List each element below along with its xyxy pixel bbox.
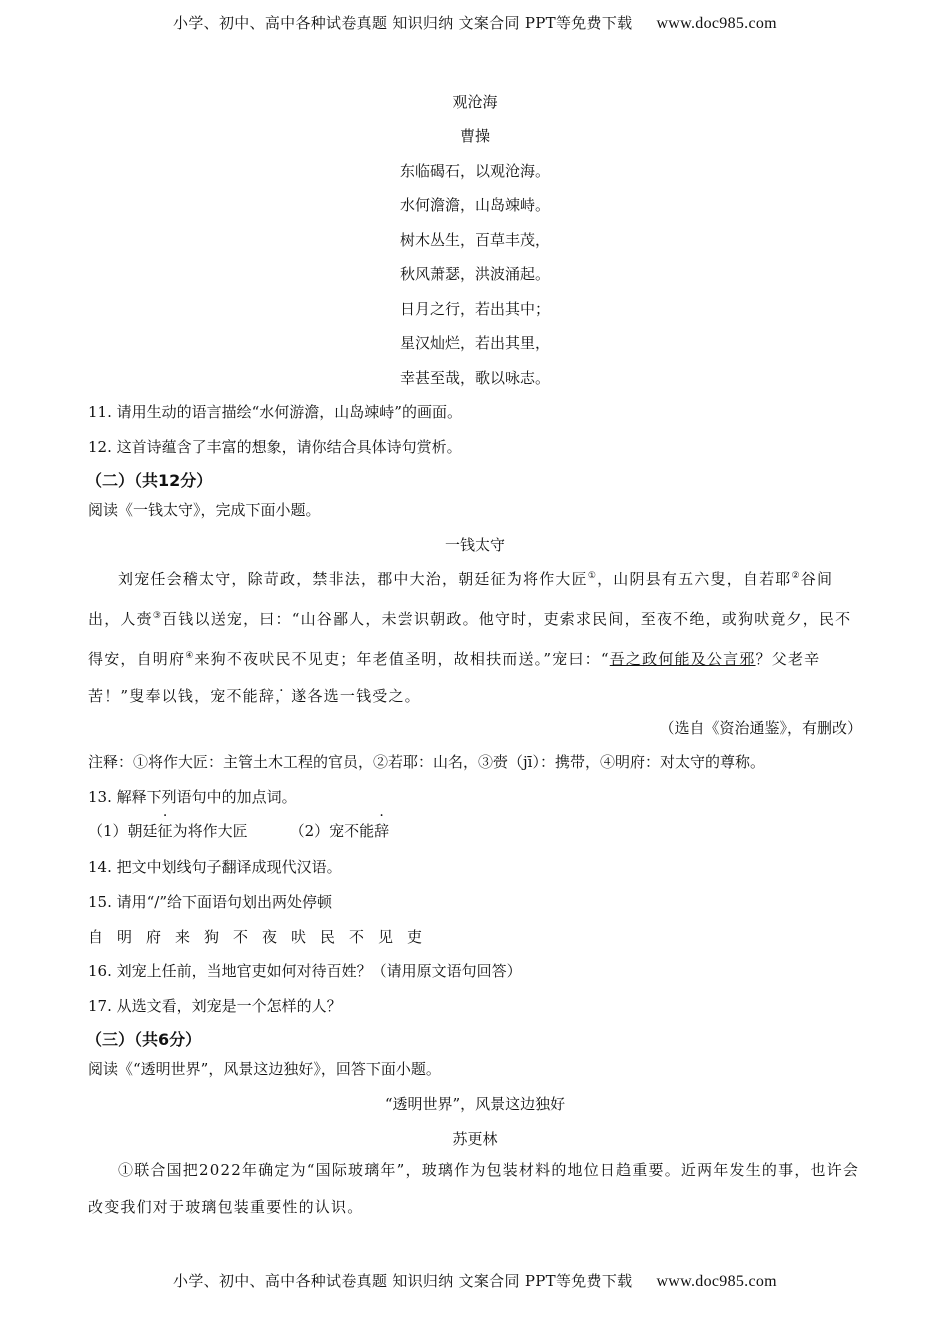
article-paragraph: ①联合国把2022年确定为“国际玻璃年”，玻璃作为包装材料的地位日趋重要。近两年发生的事，也许会改变我们对于玻璃包装重要性的认识。 [88, 1161, 860, 1216]
question-13: 13. 解释下列语句中的加点词。 [88, 788, 297, 806]
section-2-intro: 阅读《一钱太守》，完成下面小题。 [88, 501, 321, 519]
poem-line: 秋风萧瑟，洪波涌起。 [399, 265, 550, 283]
poem-line: 星汉灿烂，若出其里， [399, 334, 550, 352]
poem-line: 日月之行，若出其中； [399, 300, 550, 318]
note-ref: ① [587, 571, 598, 581]
q13-item-text: （2）宠不能 [289, 822, 375, 840]
footer-text: 小学、初中、高中各种试卷真题 知识归纳 文案合同 PPT等免费下载 [173, 1272, 633, 1290]
poem-line: 树木丛生，百草丰茂， [399, 231, 550, 249]
poem-title: 观沧海 [452, 93, 498, 111]
dotted-word: 辞 [258, 687, 276, 705]
article-author: 苏更林 [452, 1130, 498, 1148]
dotted-word: 征 [157, 822, 173, 840]
underlined-sentence: 吾之政何能及公言邪 [609, 650, 756, 668]
passage-text: 谷间出，人赍 [88, 570, 834, 628]
dotted-word: 征 [490, 570, 507, 588]
passage-text: 来狗不夜吠民不见吏；年老值圣明，故相扶而送。”宠曰：“ [194, 650, 610, 668]
q13-item-text: （1）朝廷 [88, 822, 158, 840]
passage-text: ，遂各选一钱受之。 [275, 687, 421, 705]
question-13-items [88, 820, 389, 841]
note-ref: ④ [185, 651, 195, 661]
passage-text: 为将作大匠 [506, 570, 588, 588]
poem-author: 曹操 [459, 127, 490, 145]
passage-text: 刘宠任会稽太守，除苛政，禁非法，郡中大治，朝廷 [118, 570, 491, 588]
passage-text: ？父老辛苦！”叟奉以钱，宠不能 [88, 650, 821, 705]
question-15-line: 自明府来狗不夜吠民不见吏 [88, 928, 437, 946]
passage-paragraph [88, 558, 863, 715]
passage-title: 一钱太守 [444, 536, 505, 554]
question-15: 15. 请用“/”给下面语句划出两处停顿 [88, 893, 333, 911]
passage-text: 百钱以送宠，曰：“山谷鄙人，未尝识朝政。他守时，吏索求民间，至夜不绝，或狗吠竟夕，民不得安，自明府 [88, 610, 852, 668]
note-ref: ② [791, 571, 801, 581]
dotted-word: 辞 [374, 822, 390, 840]
passage-source: （选自《资治通鉴》，有删改） [659, 719, 862, 737]
header-text: 小学、初中、高中各种试卷真题 知识归纳 文案合同 PPT等免费下载 [173, 14, 633, 32]
question-14: 14. 把文中划线句子翻译成现代汉语。 [88, 858, 342, 876]
passage-notes: 注释：①将作大匠：主管土木工程的官员，②若耶：山名，③赍（jī）：携带，④明府：对太守的尊称。 [88, 753, 765, 771]
header-site: www.doc985.com [656, 15, 777, 32]
question-11: 11. 请用生动的语言描绘“水何游澹，山岛竦峙”的画面。 [88, 403, 462, 421]
q13-item-text: 为将作大匠 [172, 822, 248, 840]
poem-line: 东临碣石，以观沧海。 [399, 162, 550, 180]
section-2-heading: （二）（共12分） [86, 471, 213, 490]
article-title: “透明世界”，风景这边独好 [384, 1095, 566, 1113]
section-3-intro: 阅读《“透明世界”，风景这边独好》，回答下面小题。 [88, 1060, 441, 1078]
section-3-heading: （三）（共6分） [86, 1030, 202, 1049]
page-header [0, 12, 950, 33]
question-17: 17. 从选文看，刘宠是一个怎样的人？ [88, 997, 342, 1015]
note-ref: ③ [152, 611, 163, 621]
page-footer [0, 1270, 950, 1291]
poem-line: 幸甚至哉，歌以咏志。 [399, 369, 550, 387]
passage-text: ，山阴县有五六叟，自若耶 [597, 570, 792, 588]
footer-site: www.doc985.com [656, 1273, 777, 1290]
poem-line: 水何澹澹，山岛竦峙。 [399, 196, 550, 214]
question-16: 16. 刘宠上任前，当地官吏如何对待百姓？（请用原文语句回答） [88, 962, 522, 980]
question-12: 12. 这首诗蕴含了丰富的想象，请你结合具体诗句赏析。 [88, 438, 462, 456]
